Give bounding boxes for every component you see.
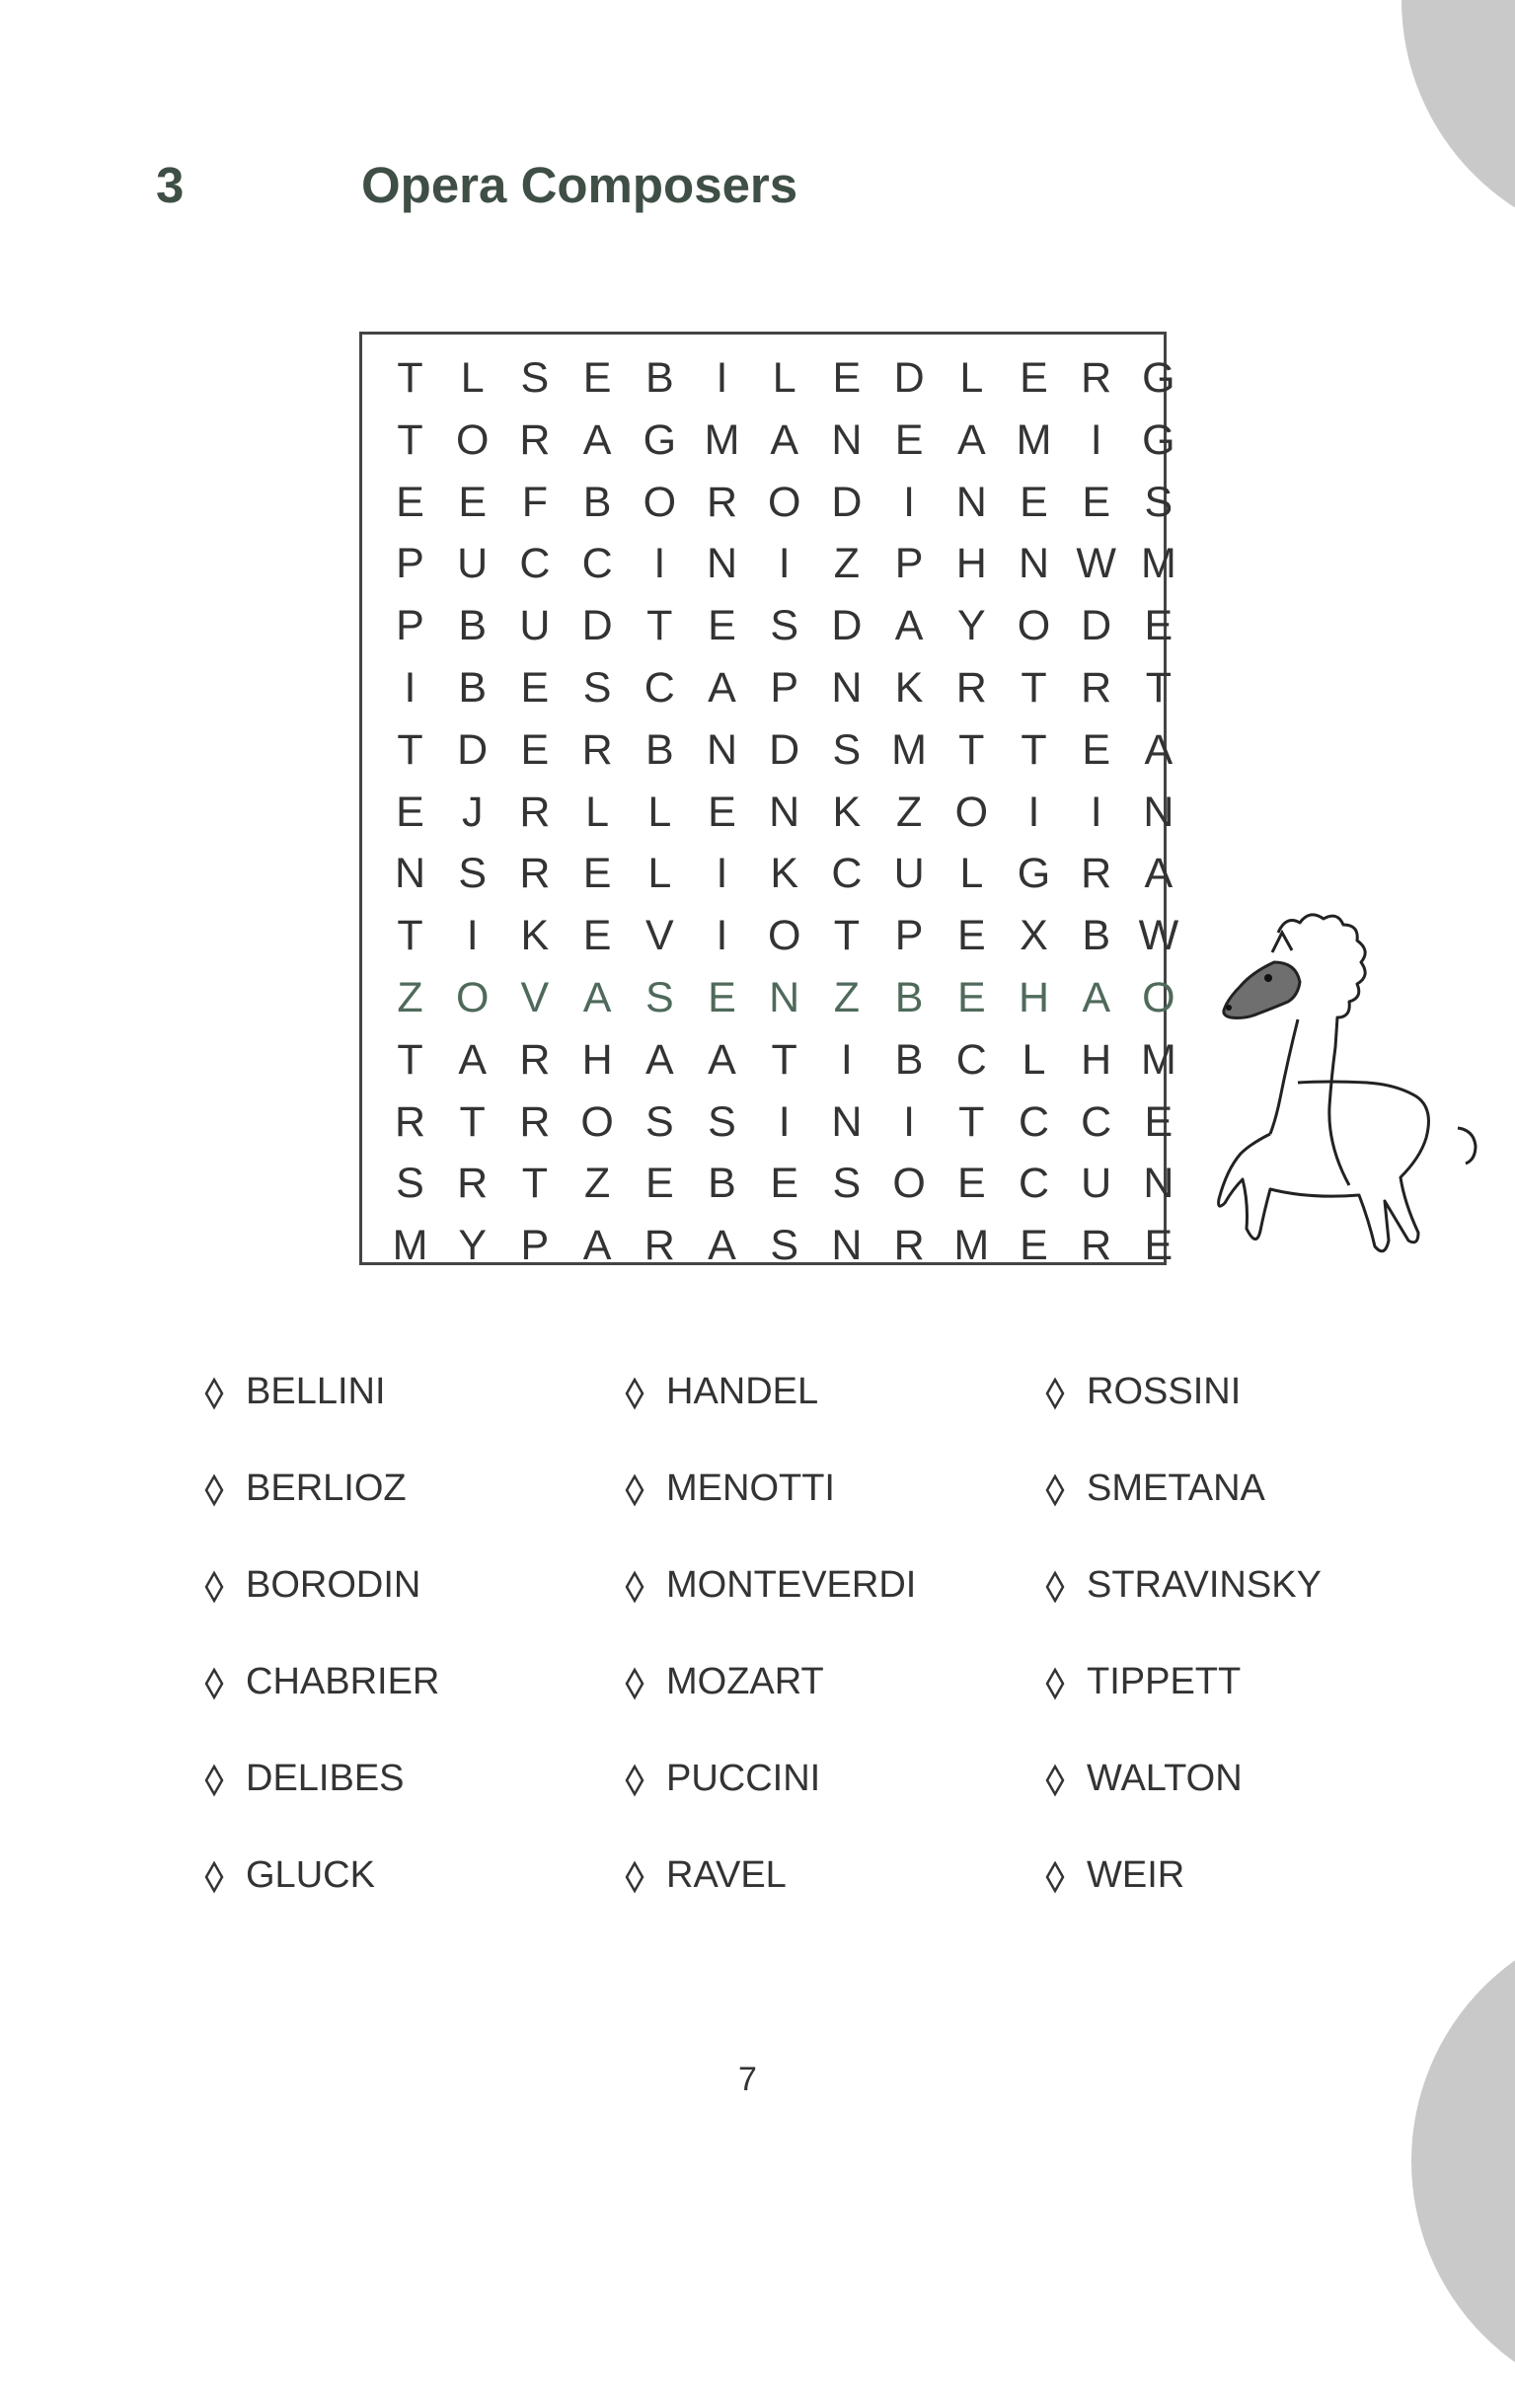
grid-letter: B bbox=[644, 725, 674, 774]
grid-row bbox=[359, 533, 1176, 595]
grid-letter: E bbox=[708, 602, 736, 650]
grid-letter: G bbox=[1017, 850, 1051, 898]
grid-letter: S bbox=[396, 1160, 424, 1208]
word-list-item bbox=[202, 1459, 407, 1518]
grid-letter: N bbox=[769, 974, 800, 1021]
grid-letter: B bbox=[644, 354, 674, 402]
grid-letter: E bbox=[396, 478, 424, 526]
grid-letter: T bbox=[958, 1097, 985, 1146]
grid-letter: O bbox=[580, 1097, 614, 1146]
word-label: PUCCINI bbox=[666, 1758, 821, 1799]
grid-letter: C bbox=[644, 664, 675, 712]
grid-letter: A bbox=[582, 415, 612, 464]
grid-letter: A bbox=[1144, 850, 1174, 898]
grid-letter: L bbox=[647, 788, 672, 836]
grid-letter: L bbox=[959, 354, 984, 402]
grid-letter: I bbox=[903, 478, 916, 526]
grid-letter: T bbox=[397, 912, 423, 960]
grid-letter: R bbox=[955, 664, 987, 712]
grid-letter: M bbox=[1140, 1035, 1176, 1084]
grid-letter: H bbox=[1081, 1035, 1112, 1084]
word-label: MONTEVERDI bbox=[666, 1564, 917, 1606]
word-list-item bbox=[623, 1652, 824, 1711]
grid-letter: M bbox=[1140, 540, 1176, 588]
grid-letter: K bbox=[520, 912, 550, 960]
grid-letter: C bbox=[581, 540, 613, 588]
word-label: GLUCK bbox=[246, 1854, 375, 1896]
grid-letter: T bbox=[1021, 664, 1047, 712]
word-label: WALTON bbox=[1087, 1758, 1243, 1799]
grid-letter: P bbox=[770, 664, 799, 712]
grid-letter: E bbox=[520, 664, 550, 712]
grid-letter: D bbox=[1081, 602, 1112, 650]
grid-letter: P bbox=[894, 540, 924, 588]
grid-letter: V bbox=[644, 912, 674, 960]
diamond-outline-icon bbox=[1043, 1666, 1067, 1701]
grid-letter: E bbox=[1082, 478, 1111, 526]
grid-letter: O bbox=[455, 974, 490, 1021]
grid-letter: C bbox=[831, 850, 863, 898]
word-label: BORODIN bbox=[246, 1564, 421, 1606]
grid-letter: D bbox=[581, 602, 613, 650]
page-corner-bottom-right bbox=[1411, 1915, 1515, 2408]
grid-row bbox=[359, 905, 1179, 967]
grid-letter: T bbox=[397, 725, 423, 774]
word-label: STRAVINSKY bbox=[1087, 1564, 1322, 1606]
diamond-outline-icon bbox=[1043, 1376, 1067, 1411]
grid-row bbox=[359, 782, 1174, 844]
grid-letter: A bbox=[956, 415, 986, 464]
grid-letter: T bbox=[397, 1035, 423, 1084]
word-list-item bbox=[623, 1362, 818, 1421]
grid-letter: I bbox=[903, 1097, 916, 1146]
grid-letter: L bbox=[460, 354, 485, 402]
word-list-item bbox=[623, 1459, 835, 1518]
diamond-outline-icon bbox=[623, 1763, 646, 1798]
puzzle-number: 3 bbox=[156, 157, 185, 213]
grid-row bbox=[359, 472, 1174, 534]
word-label: ROSSINI bbox=[1087, 1371, 1242, 1412]
grid-letter: S bbox=[770, 602, 799, 650]
word-label: TIPPETT bbox=[1087, 1661, 1242, 1702]
grid-letter: O bbox=[1017, 602, 1051, 650]
grid-letter: E bbox=[1020, 478, 1048, 526]
grid-letter: E bbox=[956, 1160, 986, 1208]
grid-letter: I bbox=[1027, 788, 1040, 836]
grid-letter: J bbox=[461, 788, 484, 836]
word-list-item bbox=[202, 1362, 386, 1421]
grid-letter: M bbox=[392, 1222, 428, 1270]
grid-letter: E bbox=[582, 912, 612, 960]
word-label: WEIR bbox=[1087, 1854, 1185, 1896]
grid-letter: T bbox=[397, 415, 423, 464]
grid-letter: R bbox=[519, 788, 551, 836]
grid-letter: N bbox=[831, 1222, 863, 1270]
grid-letter: N bbox=[706, 540, 738, 588]
grid-letter: S bbox=[1144, 478, 1174, 526]
grid-letter: U bbox=[1081, 1160, 1112, 1208]
word-label: BERLIOZ bbox=[246, 1467, 407, 1509]
grid-letter: M bbox=[704, 415, 740, 464]
word-list-item bbox=[623, 1555, 916, 1615]
grid-letter: V bbox=[520, 974, 550, 1021]
grid-letter: H bbox=[1018, 974, 1050, 1021]
alpaca-illustration bbox=[1209, 893, 1505, 1268]
grid-letter: I bbox=[1090, 415, 1102, 464]
grid-letter: O bbox=[767, 912, 801, 960]
grid-letter: T bbox=[459, 1097, 486, 1146]
diamond-outline-icon bbox=[623, 1569, 646, 1605]
grid-letter: I bbox=[1090, 788, 1102, 836]
grid-letter: E bbox=[708, 788, 736, 836]
grid-row bbox=[359, 719, 1174, 782]
word-list-item bbox=[1043, 1845, 1184, 1905]
grid-letter: Z bbox=[397, 974, 423, 1021]
diamond-outline-icon bbox=[202, 1569, 226, 1605]
word-label: MOZART bbox=[666, 1661, 824, 1702]
grid-row bbox=[359, 1029, 1176, 1091]
grid-letter: X bbox=[1020, 912, 1048, 960]
grid-letter: P bbox=[520, 1222, 550, 1270]
grid-letter: O bbox=[455, 415, 490, 464]
grid-letter: O bbox=[643, 478, 677, 526]
grid-letter: R bbox=[519, 1035, 551, 1084]
grid-letter: E bbox=[1144, 1222, 1174, 1270]
grid-letter: L bbox=[959, 850, 984, 898]
grid-letter: R bbox=[1081, 850, 1112, 898]
grid-row bbox=[359, 1153, 1174, 1215]
grid-letter: I bbox=[404, 664, 417, 712]
grid-letter: G bbox=[1142, 415, 1175, 464]
word-list-item bbox=[202, 1845, 375, 1905]
diamond-outline-icon bbox=[1043, 1763, 1067, 1798]
grid-letter: S bbox=[582, 664, 612, 712]
grid-letter: T bbox=[771, 1035, 797, 1084]
grid-letter: A bbox=[1082, 974, 1111, 1021]
grid-row bbox=[359, 843, 1174, 905]
grid-letter: M bbox=[1016, 415, 1052, 464]
word-label: DELIBES bbox=[246, 1758, 405, 1799]
grid-row bbox=[359, 657, 1173, 719]
grid-letter: A bbox=[458, 1035, 488, 1084]
grid-letter: A bbox=[582, 1222, 612, 1270]
grid-letter: E bbox=[956, 912, 986, 960]
grid-letter: T bbox=[833, 912, 861, 960]
grid-letter: R bbox=[1081, 354, 1112, 402]
grid-letter: K bbox=[832, 788, 862, 836]
grid-letter: R bbox=[519, 1097, 551, 1146]
grid-letter: T bbox=[646, 602, 673, 650]
word-list-item bbox=[1043, 1749, 1243, 1808]
grid-letter: Y bbox=[956, 602, 986, 650]
grid-letter: T bbox=[397, 354, 423, 402]
grid-letter: F bbox=[521, 478, 549, 526]
grid-letter: C bbox=[519, 540, 551, 588]
puzzle-title: Opera Composers bbox=[361, 157, 798, 213]
grid-letter: M bbox=[953, 1222, 990, 1270]
diamond-outline-icon bbox=[202, 1376, 226, 1411]
diamond-outline-icon bbox=[202, 1763, 226, 1798]
grid-letter: N bbox=[831, 1097, 863, 1146]
word-list bbox=[202, 1362, 1387, 1954]
word-label: RAVEL bbox=[666, 1854, 787, 1896]
word-list-item bbox=[623, 1749, 820, 1808]
grid-letter: R bbox=[519, 850, 551, 898]
grid-letter: T bbox=[1145, 664, 1173, 712]
grid-letter: O bbox=[767, 478, 801, 526]
grid-letter: E bbox=[708, 974, 736, 1021]
grid-letter: A bbox=[644, 1035, 674, 1084]
grid-letter: W bbox=[1138, 912, 1179, 960]
grid-letter: N bbox=[1018, 540, 1050, 588]
diamond-outline-icon bbox=[1043, 1859, 1067, 1895]
diamond-outline-icon bbox=[202, 1666, 226, 1701]
grid-letter: S bbox=[520, 354, 550, 402]
diamond-outline-icon bbox=[202, 1472, 226, 1508]
grid-letter: O bbox=[954, 788, 989, 836]
word-label: SMETANA bbox=[1087, 1467, 1265, 1509]
grid-letter: A bbox=[770, 415, 799, 464]
grid-letter: R bbox=[457, 1160, 489, 1208]
grid-letter: R bbox=[706, 478, 738, 526]
grid-letter: D bbox=[769, 725, 800, 774]
grid-letter: E bbox=[582, 850, 612, 898]
grid-letter: R bbox=[893, 1222, 925, 1270]
grid-letter: H bbox=[955, 540, 987, 588]
grid-letter: E bbox=[1144, 602, 1174, 650]
grid-letter: H bbox=[581, 1035, 613, 1084]
grid-letter: Z bbox=[583, 1160, 611, 1208]
grid-letter: B bbox=[894, 974, 924, 1021]
grid-letter: T bbox=[521, 1160, 549, 1208]
grid-letter: I bbox=[466, 912, 479, 960]
grid-letter: C bbox=[1081, 1097, 1112, 1146]
grid-letter: S bbox=[458, 850, 488, 898]
grid-letter: E bbox=[458, 478, 488, 526]
grid-letter: I bbox=[716, 912, 728, 960]
word-list-item bbox=[202, 1749, 405, 1808]
grid-row bbox=[359, 410, 1175, 472]
grid-letter: K bbox=[894, 664, 924, 712]
grid-letter: R bbox=[644, 1222, 675, 1270]
grid-letter: A bbox=[1144, 725, 1174, 774]
diamond-outline-icon bbox=[1043, 1569, 1067, 1605]
grid-letter: T bbox=[1021, 725, 1047, 774]
grid-letter: B bbox=[708, 1160, 736, 1208]
grid-letter: N bbox=[1143, 788, 1174, 836]
grid-letter: S bbox=[644, 1097, 674, 1146]
grid-letter: R bbox=[581, 725, 613, 774]
grid-letter: E bbox=[1144, 1097, 1174, 1146]
grid-letter: G bbox=[643, 415, 677, 464]
grid-letter: N bbox=[394, 850, 426, 898]
grid-letter: E bbox=[1020, 1222, 1048, 1270]
grid-letter: N bbox=[706, 725, 738, 774]
grid-letter: T bbox=[958, 725, 985, 774]
grid-letter: D bbox=[831, 478, 863, 526]
grid-letter: N bbox=[955, 478, 987, 526]
grid-letter: I bbox=[653, 540, 666, 588]
grid-row bbox=[359, 967, 1175, 1029]
grid-letter: C bbox=[1018, 1160, 1050, 1208]
grid-letter: S bbox=[832, 725, 862, 774]
grid-letter: E bbox=[894, 415, 924, 464]
grid-letter: S bbox=[832, 1160, 862, 1208]
grid-letter: B bbox=[582, 478, 612, 526]
grid-letter: E bbox=[1020, 354, 1048, 402]
grid-letter: O bbox=[1142, 974, 1175, 1021]
grid-letter: Y bbox=[458, 1222, 488, 1270]
word-label: CHABRIER bbox=[246, 1661, 440, 1702]
grid-letter: L bbox=[647, 850, 672, 898]
grid-letter: B bbox=[1082, 912, 1111, 960]
grid-letter: B bbox=[894, 1035, 924, 1084]
grid-letter: E bbox=[956, 974, 986, 1021]
grid-letter: N bbox=[769, 788, 800, 836]
grid-letter: P bbox=[396, 540, 424, 588]
grid-letter: E bbox=[520, 725, 550, 774]
grid-letter: E bbox=[582, 354, 612, 402]
grid-letter: M bbox=[891, 725, 927, 774]
grid-letter: B bbox=[458, 664, 488, 712]
grid-letter: D bbox=[831, 602, 863, 650]
grid-letter: A bbox=[582, 974, 612, 1021]
grid-letter: R bbox=[1081, 664, 1112, 712]
grid-letter: E bbox=[832, 354, 862, 402]
word-list-item bbox=[1043, 1459, 1265, 1518]
grid-letter: N bbox=[831, 664, 863, 712]
grid-letter: I bbox=[778, 540, 791, 588]
page-number: 7 bbox=[738, 2061, 757, 2098]
grid-letter: N bbox=[1143, 1160, 1174, 1208]
diamond-outline-icon bbox=[623, 1859, 646, 1895]
grid-letter: E bbox=[396, 788, 424, 836]
grid-letter: U bbox=[519, 602, 551, 650]
grid-letter: A bbox=[708, 1035, 736, 1084]
grid-letter: N bbox=[831, 415, 863, 464]
grid-letter: R bbox=[1081, 1222, 1112, 1270]
grid-row bbox=[359, 1091, 1174, 1154]
word-list-item bbox=[1043, 1362, 1241, 1421]
grid-letter: C bbox=[1018, 1097, 1050, 1146]
grid-letter: I bbox=[716, 354, 728, 402]
diamond-outline-icon bbox=[623, 1666, 646, 1701]
grid-letter: U bbox=[457, 540, 489, 588]
diamond-outline-icon bbox=[1043, 1472, 1067, 1508]
grid-letter: S bbox=[644, 974, 674, 1021]
grid-letter: B bbox=[458, 602, 488, 650]
word-list-item bbox=[202, 1555, 420, 1615]
grid-letter: A bbox=[894, 602, 924, 650]
grid-letter: R bbox=[519, 415, 551, 464]
grid-letter: Z bbox=[833, 974, 861, 1021]
word-label: BELLINI bbox=[246, 1371, 386, 1412]
diamond-outline-icon bbox=[623, 1472, 646, 1508]
grid-letter: E bbox=[770, 1160, 799, 1208]
grid-letter: U bbox=[893, 850, 925, 898]
grid-letter: I bbox=[716, 850, 728, 898]
page-corner-top-right bbox=[1401, 0, 1515, 247]
grid-letter: D bbox=[457, 725, 489, 774]
grid-row bbox=[359, 1215, 1174, 1277]
grid-letter: L bbox=[772, 354, 796, 402]
grid-letter: G bbox=[1142, 354, 1175, 402]
grid-letter: P bbox=[894, 912, 924, 960]
grid-row bbox=[359, 595, 1174, 657]
word-label: MENOTTI bbox=[666, 1467, 835, 1509]
grid-letter: A bbox=[708, 664, 736, 712]
grid-letter: I bbox=[778, 1097, 791, 1146]
grid-letter: L bbox=[1022, 1035, 1046, 1084]
grid-letter: R bbox=[394, 1097, 426, 1146]
word-list-item bbox=[1043, 1652, 1241, 1711]
word-list-item bbox=[202, 1652, 439, 1711]
grid-letter: Z bbox=[895, 788, 923, 836]
grid-letter: Z bbox=[833, 540, 861, 588]
word-list-item bbox=[1043, 1555, 1322, 1615]
word-label: HANDEL bbox=[666, 1371, 819, 1412]
grid-letter: S bbox=[708, 1097, 736, 1146]
grid-letter: P bbox=[396, 602, 424, 650]
grid-letter: C bbox=[955, 1035, 987, 1084]
grid-letter: E bbox=[1082, 725, 1111, 774]
grid-letter: O bbox=[892, 1160, 926, 1208]
diamond-outline-icon bbox=[623, 1376, 646, 1411]
grid-letter: I bbox=[840, 1035, 853, 1084]
grid-letter: S bbox=[770, 1222, 799, 1270]
grid-letter: D bbox=[893, 354, 925, 402]
grid-letter: K bbox=[770, 850, 799, 898]
diamond-outline-icon bbox=[202, 1859, 226, 1895]
grid-letter: L bbox=[585, 788, 610, 836]
grid-row bbox=[359, 347, 1175, 410]
grid-letter: A bbox=[708, 1222, 736, 1270]
grid-letter: W bbox=[1076, 540, 1116, 588]
grid-letter: E bbox=[644, 1160, 674, 1208]
word-list-item bbox=[623, 1845, 787, 1905]
